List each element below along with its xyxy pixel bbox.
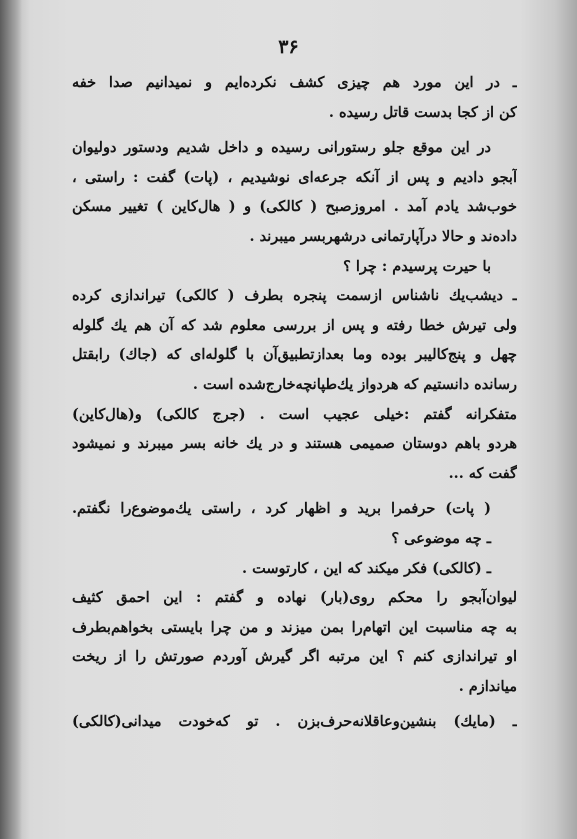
text-line: ( پات) حرفمرا برید و اظهار کرد ، راستی یك‌موضوع‌را نگفتم. bbox=[72, 500, 491, 518]
paragraph-9 bbox=[72, 583, 517, 701]
text-line: به چه مناسبت این اتهام‌را بمن میزند و من چرا بایستی بخواهم‌بطرف bbox=[72, 618, 517, 636]
text-line: در این موقع جلو رستورانی رسیده و داخل شدیم ودستور دولیوان bbox=[72, 139, 491, 157]
text-line: ـ دیشب‌یك ناشناس ازسمت پنجره بطرف ( کالکی) تیراندازی کرده bbox=[72, 287, 517, 305]
page-number: ۳۶ bbox=[278, 36, 299, 58]
text-line: با حیرت پرسیدم : چرا ؟ bbox=[343, 257, 491, 275]
text-line: خوب‌شد یادم آمد . امروزصبح ( کالکی) و ( هال‌کاین ) تغییر مسکن bbox=[72, 198, 517, 216]
text-line: چهل و پنج‌کالیبر بوده وما بعدازتطبیق‌آن با گلوله‌ای که (جاك) رابقتل bbox=[72, 346, 517, 364]
paragraph-8 bbox=[72, 554, 517, 584]
paragraph-5 bbox=[72, 400, 517, 489]
text-line: آبجو دادیم و پس از آنکه جرعه‌ای نوشیدیم ، (پات) گفت : راستی ، bbox=[72, 168, 517, 186]
text-line: ـ در این مورد هم چیزی کشف نکرده‌ایم و نمیدانیم صدا خفه bbox=[72, 74, 517, 91]
paragraph-2 bbox=[72, 133, 517, 251]
text-line: میاندازم . bbox=[458, 677, 517, 695]
paragraph-1 bbox=[72, 68, 517, 127]
text-line: رسانده دانستیم که هردواز یك‌طپانچه‌خارج‌شده است . bbox=[192, 375, 517, 393]
body-text bbox=[72, 68, 517, 737]
text-line: داده‌ند و حالا درآپارتمانی درشهربسر میبرند . bbox=[249, 227, 517, 245]
paragraph-7 bbox=[72, 524, 517, 554]
text-line: ـ (مایك) بنشین‌وعاقلانه‌حرف‌بزن . تو که‌خودت میدانی(کالکی) bbox=[72, 713, 517, 731]
text-line: متفکرانه گفتم :خیلی عجیب است . (جرج کالکی) و(هال‌کاین) bbox=[72, 405, 517, 423]
paragraph-10 bbox=[72, 707, 517, 737]
text-line: لیوان‌آبجو را محکم روی(بار) نهاده و گفتم : این احمق کثیف bbox=[72, 589, 517, 607]
text-line: گفت که ... bbox=[448, 464, 517, 482]
text-line: ـ چه موضوعی ؟ bbox=[391, 529, 491, 547]
text-line: هردو باهم دوستان صمیمی هستند و در یك خانه بسر میبرند و نمیشود bbox=[72, 435, 517, 453]
text-line: ولی تیرش خطا رفته و پس از بررسی معلوم شد که آن هم یك گلوله bbox=[72, 316, 517, 334]
text-line: ـ (کالکی) فکر میکند که این ، کارتوست . bbox=[241, 559, 491, 577]
text-line: کن از کجا بدست قاتل رسیده . bbox=[328, 103, 517, 121]
paragraph-6 bbox=[72, 494, 517, 524]
paragraph-3 bbox=[72, 252, 517, 282]
paragraph-4 bbox=[72, 281, 517, 399]
page-spine-shadow bbox=[0, 0, 22, 839]
text-line: او تیراندازی کنم ؟ این مرتبه اگر گیرش آوردم صورتش را از ریخت bbox=[72, 648, 517, 666]
